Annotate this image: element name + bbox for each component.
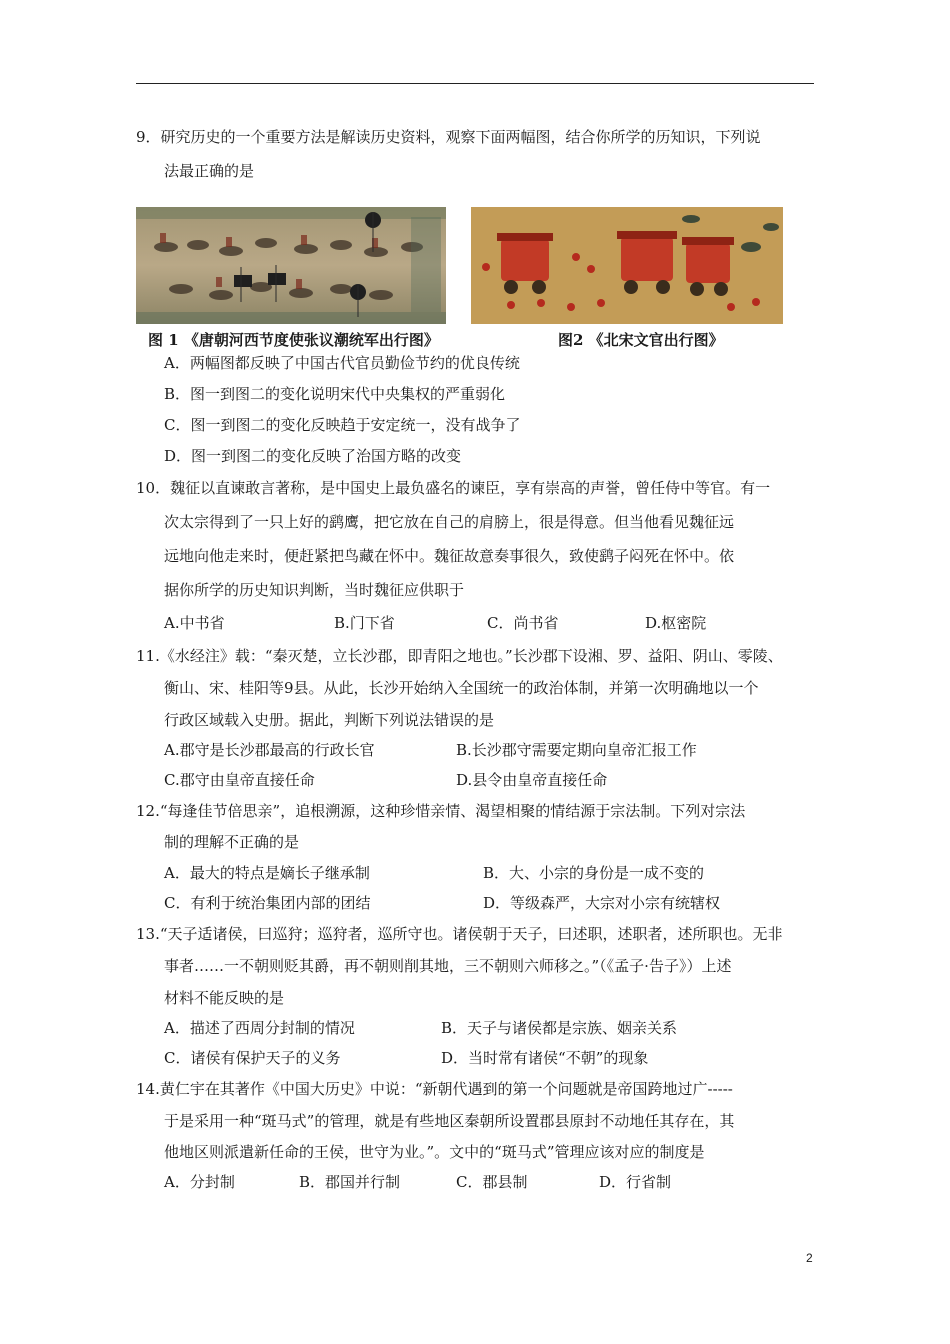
q12-stem-line-1: 12.“每逢佳节倍思亲”，追根溯源，这种珍惜亲情、渴望相聚的情结源于宗法制。下列对宗法 [136,802,746,820]
q13-option-a: A．描述了西周分封制的情况 [164,1019,355,1037]
q10-option-c: C．尚书省 [487,614,559,632]
q12-option-c: C．有利于统治集团内部的团结 [164,894,371,912]
q12-option-b: B．大、小宗的身份是一成不变的 [483,864,705,882]
q14-option-b: B．郡国并行制 [299,1173,401,1191]
q10-stem-line-4: 据你所学的历史知识判断，当时魏征应供职于 [164,581,465,599]
q13-option-d: D．当时常有诸侯“不朝”的现象 [441,1049,649,1067]
header-rule [136,83,814,84]
q10-option-d: D.枢密院 [645,614,707,632]
q9-option-c: C．图一到图二的变化反映趋于安定统一，没有战争了 [164,416,521,434]
q14-stem-line-3: 他地区则派遣新任命的王侯，世守为业。”。文中的“斑马式”管理应该对应的制度是 [164,1143,705,1161]
figure-1-tang-procession-painting [136,207,446,324]
q13-option-b: B．天子与诸侯都是宗族、姻亲关系 [441,1019,678,1037]
q11-stem-line-1: 11.《水经注》载：“秦灭楚，立长沙郡，即青阳之地也。”长沙郡下设湘、罗、益阳、阴山、零陵、 [136,647,783,665]
q11-option-a: A.郡守是长沙郡最高的行政长官 [164,741,375,759]
q10-option-b: B.门下省 [334,614,395,632]
q11-option-d: D.县令由皇帝直接任命 [456,771,608,789]
q13-stem-line-3: 材料不能反映的是 [164,989,285,1007]
q11-option-b: B.长沙郡守需要定期向皇帝汇报工作 [456,741,697,759]
q14-option-d: D．行省制 [599,1173,672,1191]
q10-stem-line-1: 10．魏征以直谏敢言著称，是中国史上最负盛名的谏臣，享有崇高的声誉，曾任侍中等官。有一 [136,479,771,497]
q12-option-d: D．等级森严，大宗对小宗有统辖权 [483,894,721,912]
q14-option-c: C．郡县制 [456,1173,528,1191]
q10-stem-line-3: 远地向他走来时，便赶紧把鸟藏在怀中。魏征故意奏事很久，致使鹞子闷死在怀中。依 [164,547,735,565]
q9-option-b: B．图一到图二的变化说明宋代中央集权的严重弱化 [164,385,506,403]
q14-option-a: A．分封制 [164,1173,235,1191]
q10-stem-line-2: 次太宗得到了一只上好的鹞鹰，把它放在自己的肩膀上，很是得意。但当他看见魏征远 [164,513,735,531]
q13-stem-line-1: 13.“天子适诸侯，曰巡狩；巡狩者，巡所守也。诸侯朝于天子，曰述职，述职者，述所职也。无非 [136,925,783,943]
q13-stem-line-2: 事者……一不朝则贬其爵，再不朝则削其地，三不朝则六师移之。”（《孟子·告子》）上述 [164,957,732,975]
q9-stem-line-1: 9．研究历史的一个重要方法是解读历史资料，观察下面两幅图，结合你所学的历知识，下列说 [136,128,761,146]
q14-stem-line-2: 于是采用一种“斑马式”的管理，就是有些地区秦朝所设置郡县原封不动地任其存在，其 [164,1112,735,1130]
q11-option-c: C.郡守由皇帝直接任命 [164,771,315,789]
q10-option-a: A.中书省 [164,614,225,632]
page-number: 2 [806,1251,813,1265]
q9-stem-line-2: 法最正确的是 [164,162,255,180]
q13-option-c: C．诸侯有保护天子的义务 [164,1049,341,1067]
figure-2-song-official-procession-painting [471,207,783,324]
q12-stem-line-2: 制的理解不正确的是 [164,833,300,851]
q11-stem-line-3: 行政区域载入史册。据此，判断下列说法错误的是 [164,711,495,729]
q11-stem-line-2: 衡山、宋、桂阳等9县。从此，长沙开始纳入全国统一的政治体制，并第一次明确地以一个 [164,679,759,697]
q9-option-a: A．两幅图都反映了中国古代官员勤俭节约的优良传统 [164,354,520,372]
figure-1-caption: 图 1 《唐朝河西节度使张议潮统军出行图》 [148,331,439,349]
figure-2-caption: 图2 《北宋文官出行图》 [558,331,724,349]
q12-option-a: A．最大的特点是嫡长子继承制 [164,864,370,882]
q14-stem-line-1: 14.黄仁宇在其著作《中国大历史》中说：“新朝代遇到的第一个问题就是帝国跨地过广----- [136,1080,733,1098]
q9-option-d: D．图一到图二的变化反映了治国方略的改变 [164,447,462,465]
